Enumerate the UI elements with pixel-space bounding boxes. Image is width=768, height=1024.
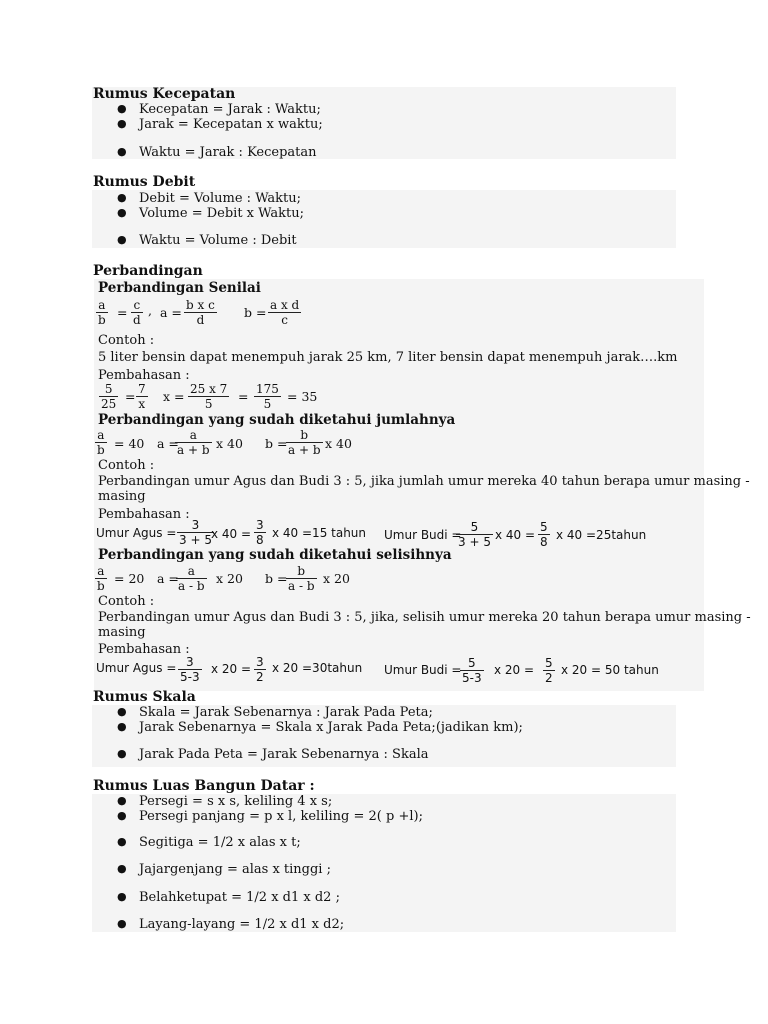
fraction: $\frac{a}{b}$ bbox=[97, 428, 105, 457]
equals-sign: = bbox=[125, 389, 136, 404]
multiplier: x 40 = bbox=[211, 527, 252, 541]
fraction: $\frac{5}{8}$ bbox=[540, 520, 548, 549]
list-item: ● Volume = Debit x Waktu; bbox=[117, 206, 304, 221]
list-item: ● Kecepatan = Jarak : Waktu; bbox=[117, 102, 321, 117]
comma: , bbox=[148, 303, 152, 318]
fraction: $\frac{\text{b x c}}{d}$ bbox=[186, 298, 215, 327]
a-equals: a = bbox=[157, 571, 179, 586]
list-item: ● Debit = Volume : Waktu; bbox=[117, 191, 302, 206]
list-item: ● Persegi panjang = p x l, keliling = 2( p +l); bbox=[117, 809, 423, 824]
equals-value: = 20 bbox=[114, 571, 145, 586]
fraction: $\frac{7}{x}$ bbox=[138, 382, 146, 411]
pembahasan-label: Pembahasan : bbox=[98, 507, 190, 522]
fraction: $\frac{b}{a - b}$ bbox=[288, 564, 315, 593]
fraction: $\frac{25 x 7}{5}$ bbox=[190, 382, 228, 411]
contoh-label: Contoh : bbox=[98, 458, 155, 473]
fraction: $\frac{3}{3 + 5}$ bbox=[179, 518, 212, 547]
budi-label: Umur Budi = bbox=[384, 663, 462, 677]
list-item: ● Waktu = Volume : Debit bbox=[117, 233, 297, 248]
list-item: ● Jajargenjang = alas x tinggi ; bbox=[117, 862, 331, 877]
fraction: $\frac{3}{5-3}$ bbox=[180, 655, 200, 684]
contoh-label: Contoh : bbox=[98, 333, 155, 348]
kecepatan-heading: Rumus Kecepatan bbox=[93, 86, 236, 102]
b-equals: b = bbox=[265, 436, 288, 451]
result: x 40 =25tahun bbox=[556, 528, 647, 542]
equals-sign: = bbox=[238, 389, 249, 404]
multiplier: x 20 = bbox=[494, 663, 535, 677]
multiplier: x 20 bbox=[323, 571, 350, 586]
fraction: $\frac{3}{2}$ bbox=[256, 655, 264, 684]
debit-heading: Rumus Debit bbox=[93, 174, 196, 190]
contoh-text: Perbandingan umur Agus dan Budi 3 : 5, jika jumlah umur mereka 40 tahun berapa umur masing - bbox=[98, 474, 750, 489]
jumlah-heading: Perbandingan yang sudah diketahui jumlahnya bbox=[98, 412, 456, 428]
multiplier: x 20 = bbox=[211, 662, 252, 676]
equals-sign: = bbox=[117, 305, 128, 320]
result: = 35 bbox=[287, 389, 318, 404]
list-item: ● Waktu = Jarak : Kecepatan bbox=[117, 145, 317, 160]
senilai-heading: Perbandingan Senilai bbox=[98, 280, 261, 296]
multiplier: x 20 bbox=[216, 571, 243, 586]
skala-heading: Rumus Skala bbox=[93, 689, 196, 705]
list-item: ● Skala = Jarak Sebenarnya : Jarak Pada Peta; bbox=[117, 705, 433, 720]
contoh-text: 5 liter bensin dapat menempuh jarak 25 km, 7 liter bensin dapat menempuh jarak….km bbox=[98, 350, 678, 365]
x-equals: x = bbox=[163, 389, 185, 404]
a-equals: a = bbox=[157, 436, 179, 451]
multiplier: x 40 = bbox=[495, 528, 536, 542]
pembahasan-label: Pembahasan : bbox=[98, 642, 190, 657]
result: x 40 =15 tahun bbox=[272, 526, 367, 540]
list-item: ● Belahketupat = 1/2 x d1 x d2 ; bbox=[117, 890, 340, 905]
contoh-text-cont: masing bbox=[98, 625, 146, 640]
fraction: $\frac{c}{d}$ bbox=[133, 298, 141, 327]
fraction: $\frac{b}{a + b}$ bbox=[288, 428, 321, 457]
list-item: ● Jarak Pada Peta = Jarak Sebenarnya : Skala bbox=[117, 747, 429, 762]
result: x 20 =30tahun bbox=[272, 661, 363, 675]
selisih-heading: Perbandingan yang sudah diketahui selisihnya bbox=[98, 547, 452, 563]
fraction: $\frac{5}{2}$ bbox=[545, 656, 553, 685]
pembahasan-label: Pembahasan : bbox=[98, 368, 190, 383]
fraction: $\frac{a}{b}$ bbox=[98, 298, 106, 327]
a-equals: a = bbox=[160, 305, 182, 320]
list-item: ● Segitiga = 1/2 x alas x t; bbox=[117, 835, 301, 850]
list-item: ● Persegi = s x s, keliling 4 x s; bbox=[117, 794, 333, 809]
perbandingan-heading: Perbandingan bbox=[93, 263, 203, 279]
fraction: $\frac{a}{a - b}$ bbox=[178, 564, 205, 593]
fraction: $\frac{5}{3 + 5}$ bbox=[458, 520, 491, 549]
fraction: $\frac{a}{b}$ bbox=[97, 564, 105, 593]
fraction: $\frac{175}{5}$ bbox=[256, 382, 279, 411]
list-item: ● Jarak Sebenarnya = Skala x Jarak Pada Peta;(jadikan km); bbox=[117, 720, 523, 735]
contoh-text-cont: masing bbox=[98, 489, 146, 504]
fraction: $\frac{\text{a x d}}{c}$ bbox=[270, 298, 300, 327]
fraction: $\frac{5}{5-3}$ bbox=[462, 656, 482, 685]
b-equals: b = bbox=[265, 571, 288, 586]
fraction: $\frac{a}{a + b}$ bbox=[177, 428, 210, 457]
list-item: ● Jarak = Kecepatan x waktu; bbox=[117, 117, 323, 132]
contoh-text: Perbandingan umur Agus dan Budi 3 : 5, jika, selisih umur mereka 20 tahun berapa umur masing - bbox=[98, 610, 751, 625]
budi-label: Umur Budi = bbox=[384, 528, 462, 542]
b-equals: b = bbox=[244, 305, 267, 320]
fraction: $\frac{3}{8}$ bbox=[256, 518, 264, 547]
multiplier: x 40 bbox=[216, 436, 243, 451]
equals-value: = 40 bbox=[114, 436, 145, 451]
luas-heading: Rumus Luas Bangun Datar : bbox=[93, 778, 315, 794]
multiplier: x 40 bbox=[325, 436, 352, 451]
agus-label: Umur Agus = bbox=[96, 661, 177, 675]
fraction: $\frac{5}{25}$ bbox=[101, 382, 117, 411]
contoh-label: Contoh : bbox=[98, 594, 155, 609]
list-item: ● Layang-layang = 1/2 x d1 x d2; bbox=[117, 917, 345, 932]
result: x 20 = 50 tahun bbox=[561, 663, 659, 677]
agus-label: Umur Agus = bbox=[96, 526, 177, 540]
